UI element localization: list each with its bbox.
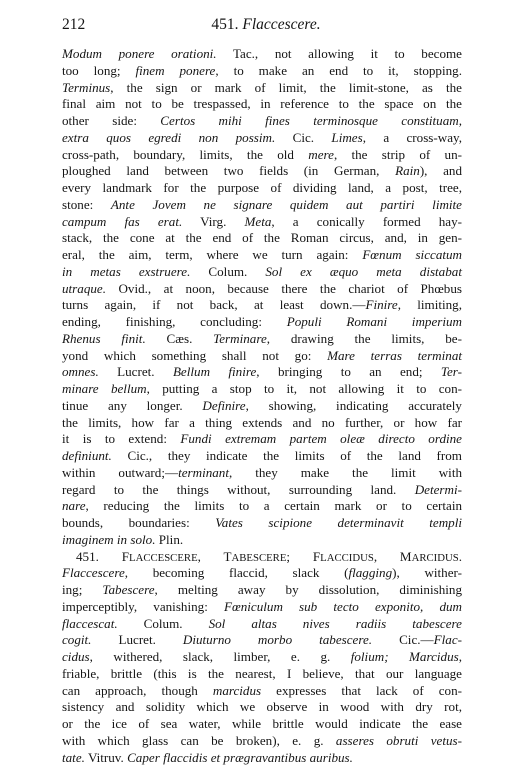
text-line: minare bellum, putting a stop to it, not allowing it to con-: [62, 381, 462, 396]
text-line: Rhenus finit. Cæs. Terminare, drawing the limits, be-: [62, 330, 462, 346]
text-line: definiunt. Cic., they indicate the limits of the land from: [62, 448, 462, 463]
text-line: regard to the things without, surrounding land. Determi-: [62, 481, 462, 497]
text-line: Terminus, the sign or mark of limit, the limit-stone, as the: [62, 79, 462, 95]
section-number: 451.: [211, 16, 239, 33]
text-line: Modum ponere orationi. Tac., not allowing it to become: [62, 46, 462, 61]
text-line: it is to extend: Fundi extremam partem oleæ directo ordine: [62, 431, 462, 447]
running-head: [62, 14, 462, 36]
text-line: 451. FLACCESCERE, TABESCERE; FLACCIDUS, MARCIDUS.: [76, 548, 462, 564]
text-line: friable, brittle (this is the nearest, I believe, that our language: [62, 665, 462, 681]
text-line: can approach, though marcidus expresses that lack of con-: [62, 682, 462, 698]
text-line: other side: Certos mihi fines terminosque constituam,: [62, 113, 462, 128]
text-line: every landmark for the purpose of dividing land, a post, tree,: [62, 180, 462, 195]
page-number: 212: [62, 16, 86, 33]
text-line: imperceptibly, vanishing: Fœniculum sub tecto exponito, dum: [62, 598, 462, 614]
text-line: final aim not to be trespassed, in reference to the space on the: [62, 96, 462, 112]
text-line: ing; Tabescere, melting away by dissolution, diminishing: [62, 582, 462, 597]
text-line: the limits, how far a thing extends and no further, or how far: [62, 414, 462, 430]
text-line: extra quos egredi non possim. Cic. Limes, a cross-way,: [62, 129, 462, 145]
text-line: bounds, boundaries: Vates scipione determinavit templi: [62, 515, 462, 530]
text-line: omnes. Lucret. Bellum finire, bringing to an end; Ter-: [62, 364, 462, 380]
text-line: nare, reducing the limits to a certain mark or to certain: [62, 498, 462, 514]
text-line: with which glass can be broken), e. g. asseres obruti vetus-: [62, 732, 462, 748]
text-line: too long; finem ponere, to make an end to it, stopping.: [62, 62, 462, 78]
text-line: in metas exstruere. Colum. Sol ex æquo meta distabat: [62, 263, 462, 279]
text-line: eral, the aim, term, where we turn again: Fœnum siccatum: [62, 247, 462, 262]
text-line: ploughed land between two fields (in German, Rain), and: [62, 163, 462, 179]
page-header: [62, 14, 462, 36]
text-line: cidus, withered, slack, limber, e. g. folium; Marcidus,: [62, 649, 462, 664]
text-line: flaccescat. Colum. Sol altas nives radiis tabescere: [62, 615, 462, 631]
section-title: Flaccescere.: [242, 16, 321, 33]
text-line: ending, finishing, concluding: Populi Romani imperium: [62, 314, 462, 329]
text-line: utraque. Ovid., at noon, because there the chariot of Phœbus: [62, 280, 462, 296]
text-line: cogit. Lucret. Diuturno morbo tabescere. Cic.—Flac-: [62, 632, 462, 648]
body-text: [62, 46, 462, 766]
text-line: campum fas erat. Virg. Meta, a conically formed hay-: [62, 213, 463, 229]
text-line: tinue any longer. Definire, showing, indicating accurately: [62, 397, 462, 413]
text-line: yond which something shall not go: Mare terras terminat: [62, 347, 463, 363]
text-line: cross-path, boundary, limits, the old mere, the strip of un-: [62, 146, 462, 162]
text-line: or the ice of sea water, while brittle would indicate the ease: [62, 716, 462, 731]
text-line: stone: Ante Jovem ne signare quidem aut partiri limite: [62, 196, 462, 212]
text-line: turns again, if not back, at least down.—Finire, limiting,: [62, 297, 463, 313]
text-line: sistency and solidity which we observe in wood with dry rot,: [62, 699, 462, 715]
text-line: within outward;—terminant, they make the limit with: [62, 464, 463, 480]
text-line: stack, the cone at the end of the Roman circus, and, in gen-: [62, 230, 462, 246]
book-page: [62, 14, 462, 766]
text-line: Flaccescere, becoming flaccid, slack (flagging), wither-: [62, 565, 462, 581]
text-line: tate. Vitruv. Caper flaccidis et prægravantibus auribus.: [62, 749, 353, 765]
text-line: imaginem in solo. Plin.: [62, 531, 184, 547]
